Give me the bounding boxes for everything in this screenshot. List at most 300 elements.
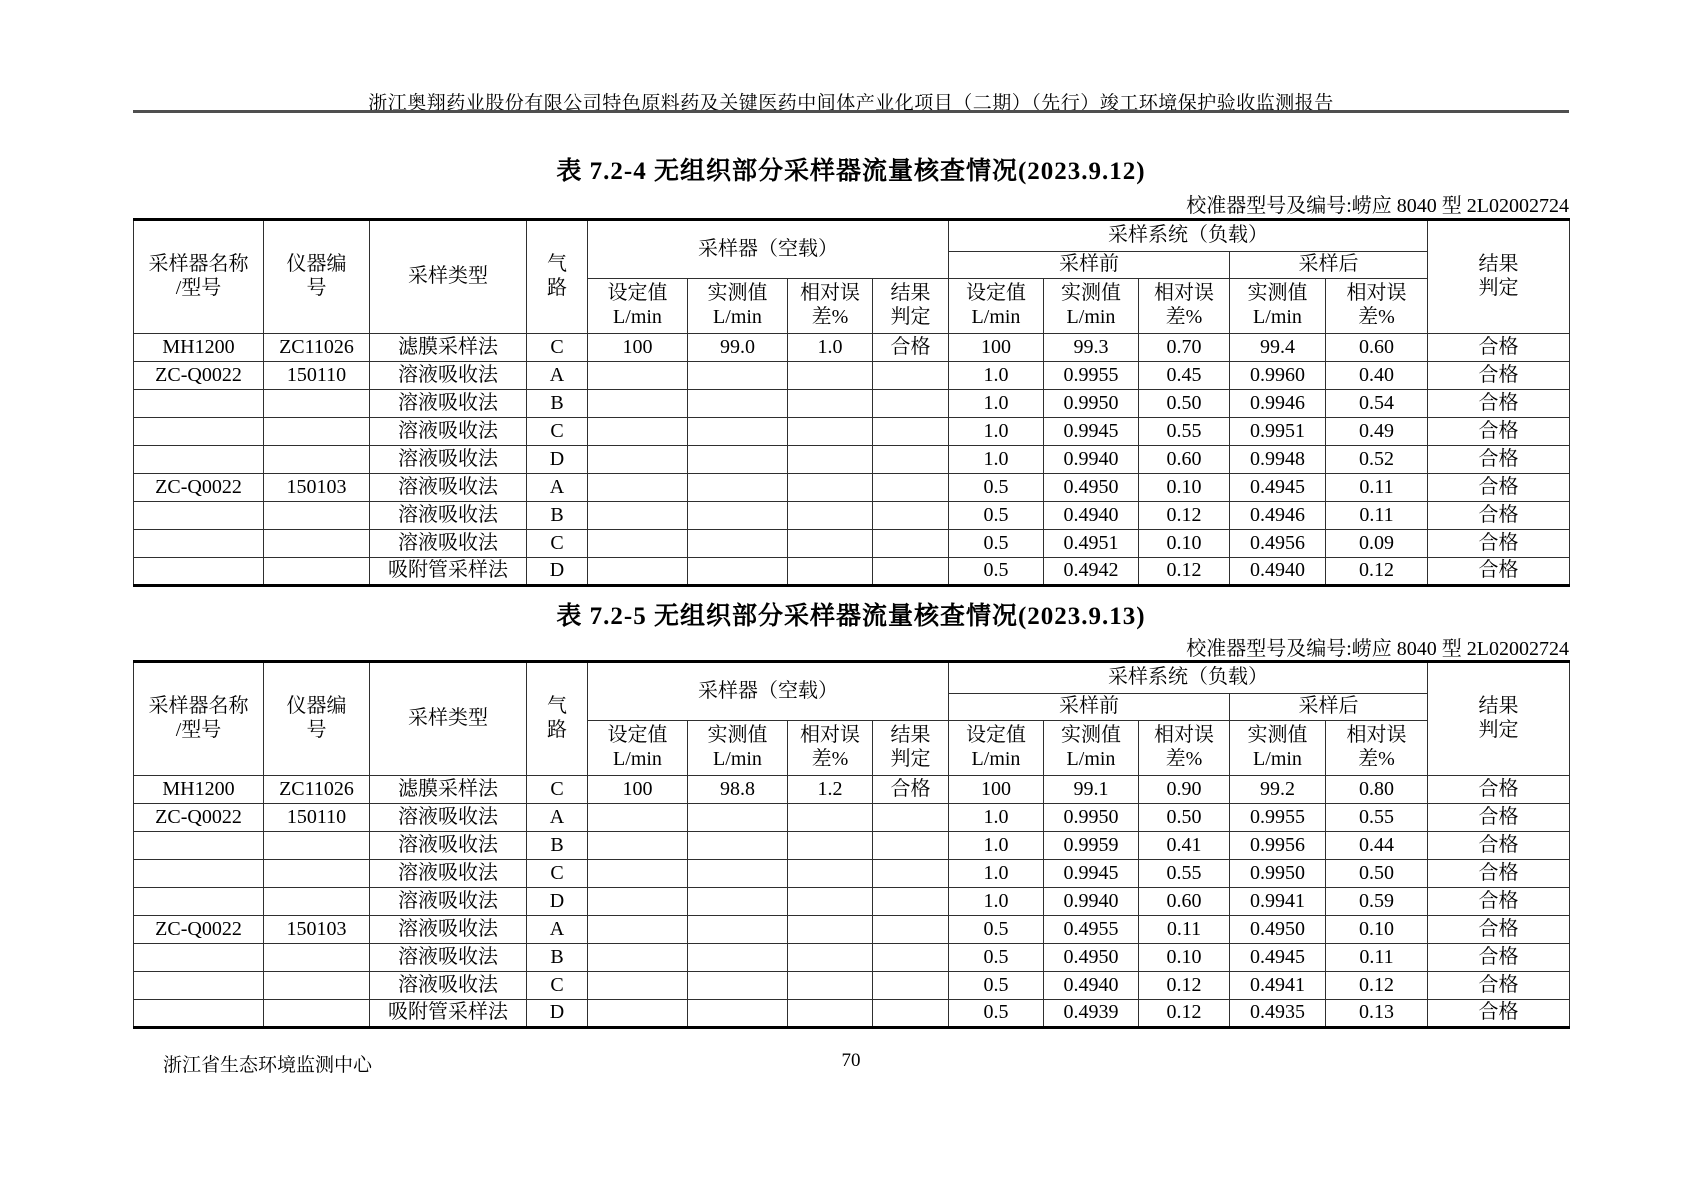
header-row [134,220,1570,252]
table-cell [873,944,949,972]
header-relative-error: 相对误 差% [788,721,873,776]
table-cell [688,502,788,530]
table-cell [588,860,688,888]
table-cell: 0.5 [949,1000,1044,1028]
table-cell: A [527,916,588,944]
table-cell [788,558,873,586]
table-cell: 溶液吸收法 [370,530,527,558]
table-cell [588,804,688,832]
table-cell [134,1000,264,1028]
table-cell [788,362,873,390]
table-cell: 0.45 [1139,362,1230,390]
table-cell: 溶液吸收法 [370,446,527,474]
table-cell [873,390,949,418]
table-cell: 0.9950 [1044,390,1139,418]
table-cell [588,502,688,530]
table-cell [588,944,688,972]
table-cell: 0.4941 [1230,972,1326,1000]
table-cell [688,530,788,558]
table-cell [588,1000,688,1028]
table-cell: 1.0 [949,860,1044,888]
table-cell: 溶液吸收法 [370,474,527,502]
table-cell: 0.11 [1139,916,1230,944]
table-cell: 合格 [1428,832,1570,860]
table-cell [264,832,370,860]
table-cell: 0.60 [1139,446,1230,474]
table-cell: A [527,362,588,390]
table-cell: 0.10 [1326,916,1428,944]
table-cell: 0.10 [1139,944,1230,972]
table-cell [134,446,264,474]
calibrator-label: 校准器型号及编号: [1186,195,1352,217]
table-cell: 0.4942 [1044,558,1139,586]
table-cell: 溶液吸收法 [370,972,527,1000]
table-cell: 99.2 [1230,776,1326,804]
table-cell: 合格 [1428,776,1570,804]
header-relative-error: 相对误 差% [1139,279,1230,334]
table-cell: D [527,558,588,586]
header-relative-error: 相对误 差% [1326,279,1428,334]
table-cell: 0.50 [1139,804,1230,832]
table-cell: 0.9945 [1044,418,1139,446]
table-cell: 0.80 [1326,776,1428,804]
table-cell: 溶液吸收法 [370,916,527,944]
table-row [134,530,1570,558]
table-cell: 0.12 [1139,972,1230,1000]
table-cell: 0.11 [1326,944,1428,972]
table-cell [134,972,264,1000]
table-cell [788,860,873,888]
table-cell: 99.4 [1230,334,1326,362]
table-cell: 合格 [873,776,949,804]
table-cell: 0.12 [1139,1000,1230,1028]
header-sampling-type: 采样类型 [370,662,527,776]
table-cell: 150110 [264,362,370,390]
table-cell [873,502,949,530]
table-cell: 0.5 [949,502,1044,530]
header-sampler-name: 采样器名称 /型号 [134,662,264,776]
table-cell [873,832,949,860]
table-cell: 0.50 [1139,390,1230,418]
table-cell: 0.9959 [1044,832,1139,860]
table-cell: 合格 [1428,474,1570,502]
table-cell: 0.55 [1139,418,1230,446]
table-cell: 合格 [1428,1000,1570,1028]
header-measured-value: 实测值 L/min [1230,279,1326,334]
table-cell [873,916,949,944]
table-cell [788,944,873,972]
table-cell: C [527,530,588,558]
table-cell [134,888,264,916]
table-cell: 0.90 [1139,776,1230,804]
table-cell [688,972,788,1000]
table-cell [264,888,370,916]
table-cell: 合格 [1428,944,1570,972]
table-cell: 0.09 [1326,530,1428,558]
table-cell [788,832,873,860]
table-cell [788,916,873,944]
table-cell: 0.5 [949,474,1044,502]
table-cell: D [527,888,588,916]
table-cell [688,474,788,502]
table-cell: 0.52 [1326,446,1428,474]
table-cell [688,558,788,586]
header-measured-value: 实测值 L/min [688,721,788,776]
table-cell: 0.4951 [1044,530,1139,558]
table-cell: 合格 [1428,558,1570,586]
table-cell: 0.5 [949,944,1044,972]
table-cell [788,502,873,530]
table-cell [134,530,264,558]
table-cell: B [527,944,588,972]
header-gas-path: 气 路 [527,662,588,776]
header-set-value: 设定值 L/min [588,721,688,776]
table-cell: 合格 [1428,888,1570,916]
table-cell: 0.9950 [1044,804,1139,832]
table-cell: ZC-Q0022 [134,804,264,832]
table-cell: 0.54 [1326,390,1428,418]
table-cell: 0.9950 [1230,860,1326,888]
table-row [134,474,1570,502]
header-divider [133,110,1569,113]
table-cell: 合格 [1428,334,1570,362]
table-cell: 合格 [1428,804,1570,832]
table-cell: 合格 [873,334,949,362]
table-cell: 合格 [1428,530,1570,558]
table-cell: 0.13 [1326,1000,1428,1028]
table-cell [873,1000,949,1028]
table-cell [688,418,788,446]
table2-title: 表 7.2-5 无组织部分采样器流量核查情况(2023.9.13) [556,603,1146,630]
table-cell [688,944,788,972]
table-cell: 溶液吸收法 [370,418,527,446]
table-cell: 0.9940 [1044,446,1139,474]
calibrator-value: 崂应 8040 型 2L02002724 [1351,638,1569,660]
table-cell: ZC-Q0022 [134,474,264,502]
table-cell: 溶液吸收法 [370,860,527,888]
header-set-value: 设定值 L/min [588,279,688,334]
table-cell: 0.5 [949,916,1044,944]
table-cell [873,888,949,916]
table-cell: 0.12 [1139,502,1230,530]
table-cell: 1.2 [788,776,873,804]
table-cell [688,362,788,390]
table-cell: 0.4950 [1230,916,1326,944]
header-measured-value: 实测值 L/min [1044,721,1139,776]
table-cell: 150110 [264,804,370,832]
table-cell: 溶液吸收法 [370,944,527,972]
calibrator-value: 崂应 8040 型 2L02002724 [1351,195,1569,217]
table-row [134,334,1570,362]
table-cell: 0.4939 [1044,1000,1139,1028]
table-cell: 合格 [1428,390,1570,418]
header-group-sampler-noload: 采样器（空载） [588,662,949,721]
footer-page-number: 70 [841,1050,861,1071]
table-cell [873,972,949,1000]
table-cell: 0.41 [1139,832,1230,860]
table-cell: C [527,418,588,446]
table-cell: 合格 [1428,916,1570,944]
table-row [134,558,1570,586]
table-cell: 0.44 [1326,832,1428,860]
header-group-after: 采样后 [1230,252,1428,279]
header-measured-value: 实测值 L/min [1044,279,1139,334]
table-row [134,860,1570,888]
table-cell [873,804,949,832]
table-row [134,776,1570,804]
header-group-system-load: 采样系统（负载） [949,220,1428,252]
table-cell: 溶液吸收法 [370,888,527,916]
table-cell: A [527,804,588,832]
table-row [134,390,1570,418]
table-cell: 0.4940 [1230,558,1326,586]
table-cell [788,390,873,418]
table-cell [588,558,688,586]
table-cell [788,1000,873,1028]
table-cell: D [527,446,588,474]
table-cell [588,390,688,418]
table-cell: 150103 [264,916,370,944]
header-final-result: 结果 判定 [1428,220,1570,334]
table-row [134,916,1570,944]
table-cell: ZC-Q0022 [134,916,264,944]
table-row [134,972,1570,1000]
table-cell [588,362,688,390]
table-cell: 0.60 [1326,334,1428,362]
table-cell [873,558,949,586]
table-cell: 1.0 [949,362,1044,390]
header-relative-error: 相对误 差% [788,279,873,334]
table1-calibrator-line [1186,189,1569,218]
table-cell: 0.49 [1326,418,1428,446]
header-sampler-name: 采样器名称 /型号 [134,220,264,334]
table-cell [873,362,949,390]
table-cell [688,832,788,860]
table-cell: 1.0 [949,888,1044,916]
header-result: 结果 判定 [873,279,949,334]
table-cell: B [527,502,588,530]
table-cell [264,530,370,558]
table-cell: A [527,474,588,502]
table-cell: 150103 [264,474,370,502]
table-cell [264,446,370,474]
table-cell: 98.8 [688,776,788,804]
table-cell: 合格 [1428,362,1570,390]
table-cell [688,390,788,418]
table-cell: 0.5 [949,558,1044,586]
table-cell [688,860,788,888]
table-cell: C [527,334,588,362]
table-cell [264,418,370,446]
table-cell: 0.4945 [1230,944,1326,972]
table-cell [264,972,370,1000]
table-cell [688,916,788,944]
table-cell: 0.59 [1326,888,1428,916]
table-cell [873,418,949,446]
table-row [134,944,1570,972]
table-cell: 0.50 [1326,860,1428,888]
table-cell: 0.55 [1326,804,1428,832]
table-cell [788,972,873,1000]
table-cell [588,916,688,944]
table-cell [134,418,264,446]
table-cell: 0.9941 [1230,888,1326,916]
table-cell: 0.4950 [1044,474,1139,502]
header-relative-error: 相对误 差% [1139,721,1230,776]
table-cell: 合格 [1428,502,1570,530]
table-cell: 合格 [1428,446,1570,474]
table-cell: 100 [588,334,688,362]
table-cell: 吸附管采样法 [370,558,527,586]
table-cell: 溶液吸收法 [370,832,527,860]
table-cell: C [527,972,588,1000]
header-group-sampler-noload: 采样器（空载） [588,220,949,279]
table-row [134,446,1570,474]
table-cell: B [527,390,588,418]
table-cell [588,832,688,860]
table-cell [134,558,264,586]
table-cell [788,888,873,916]
table-cell: 0.40 [1326,362,1428,390]
table-cell: 滤膜采样法 [370,776,527,804]
table-cell: 溶液吸收法 [370,502,527,530]
table-cell [788,804,873,832]
table-row [134,888,1570,916]
table-cell: 0.70 [1139,334,1230,362]
header-measured-value: 实测值 L/min [688,279,788,334]
page-header: 浙江奥翔药业股份有限公司特色原料药及关键医药中间体产业化项目（二期）（先行）竣工环境保护验收监测报告 [368,93,1334,114]
table-row [134,418,1570,446]
table-cell [788,418,873,446]
table-cell [264,558,370,586]
table-cell: 0.9946 [1230,390,1326,418]
table-cell: MH1200 [134,334,264,362]
header-instrument-no: 仪器编 号 [264,662,370,776]
table-cell: 0.60 [1139,888,1230,916]
table-cell: 100 [949,776,1044,804]
table-cell: 0.9951 [1230,418,1326,446]
table-row [134,832,1570,860]
table-cell [134,390,264,418]
table-cell [688,888,788,916]
table-cell [788,446,873,474]
table-cell: 0.11 [1326,502,1428,530]
table-cell: ZC-Q0022 [134,362,264,390]
header-set-value: 设定值 L/min [949,279,1044,334]
table-cell: D [527,1000,588,1028]
table-cell: 1.0 [949,446,1044,474]
table-cell [873,860,949,888]
table-cell: 100 [588,776,688,804]
table-cell: 1.0 [949,832,1044,860]
table-cell: 0.5 [949,972,1044,1000]
table2-body [134,776,1570,1028]
table-cell [873,530,949,558]
flow-check-table-1 [133,218,1570,587]
table-cell: 0.4955 [1044,916,1139,944]
table-cell: 0.55 [1139,860,1230,888]
header-group-after: 采样后 [1230,694,1428,721]
table-cell [134,860,264,888]
table-cell: 合格 [1428,418,1570,446]
table-cell: 99.0 [688,334,788,362]
table-cell [588,888,688,916]
table-cell [688,804,788,832]
table-cell [588,530,688,558]
header-gas-path: 气 路 [527,220,588,334]
table-cell: 99.1 [1044,776,1139,804]
table-row [134,362,1570,390]
table-cell: 0.4956 [1230,530,1326,558]
table-cell: 100 [949,334,1044,362]
header-group-before: 采样前 [949,694,1230,721]
flow-check-table-2 [133,660,1570,1029]
table-cell [873,474,949,502]
header-row [134,662,1570,694]
table-cell: 0.4950 [1044,944,1139,972]
header-measured-value: 实测值 L/min [1230,721,1326,776]
table-cell [264,502,370,530]
table-cell: 0.9956 [1230,832,1326,860]
table-row [134,804,1570,832]
table-cell: 99.3 [1044,334,1139,362]
table-cell [264,390,370,418]
table-cell [264,944,370,972]
table-cell: 0.4940 [1044,502,1139,530]
table-row [134,502,1570,530]
table-cell: C [527,776,588,804]
table-cell: 1.0 [949,418,1044,446]
table-cell: 1.0 [949,390,1044,418]
table-cell: 0.12 [1326,972,1428,1000]
table-cell [134,832,264,860]
table-cell: 1.0 [788,334,873,362]
table-cell: 0.12 [1139,558,1230,586]
header-relative-error: 相对误 差% [1326,721,1428,776]
table-cell [588,446,688,474]
table-cell: 0.9945 [1044,860,1139,888]
table-cell: 0.4935 [1230,1000,1326,1028]
table-cell: 合格 [1428,860,1570,888]
table-cell [264,860,370,888]
table-cell: 溶液吸收法 [370,390,527,418]
table-cell: MH1200 [134,776,264,804]
table-cell: B [527,832,588,860]
header-instrument-no: 仪器编 号 [264,220,370,334]
table-cell: ZC11026 [264,334,370,362]
table-cell: 吸附管采样法 [370,1000,527,1028]
header-set-value: 设定值 L/min [949,721,1044,776]
table-cell: 0.9940 [1044,888,1139,916]
table-cell: 0.9955 [1230,804,1326,832]
table-cell: 0.9960 [1230,362,1326,390]
table-cell: 0.10 [1139,474,1230,502]
table-cell [788,474,873,502]
table-cell: 0.5 [949,530,1044,558]
calibrator-label: 校准器型号及编号: [1186,638,1352,660]
table-cell: C [527,860,588,888]
footer-organization: 浙江省生态环境监测中心 [163,1055,373,1076]
table1-title: 表 7.2-4 无组织部分采样器流量核查情况(2023.9.12) [556,158,1146,185]
header-sampling-type: 采样类型 [370,220,527,334]
table-cell [588,418,688,446]
table-cell: 滤膜采样法 [370,334,527,362]
table-cell [873,446,949,474]
table-cell: ZC11026 [264,776,370,804]
table-cell [588,474,688,502]
table-cell [134,502,264,530]
table-row [134,1000,1570,1028]
